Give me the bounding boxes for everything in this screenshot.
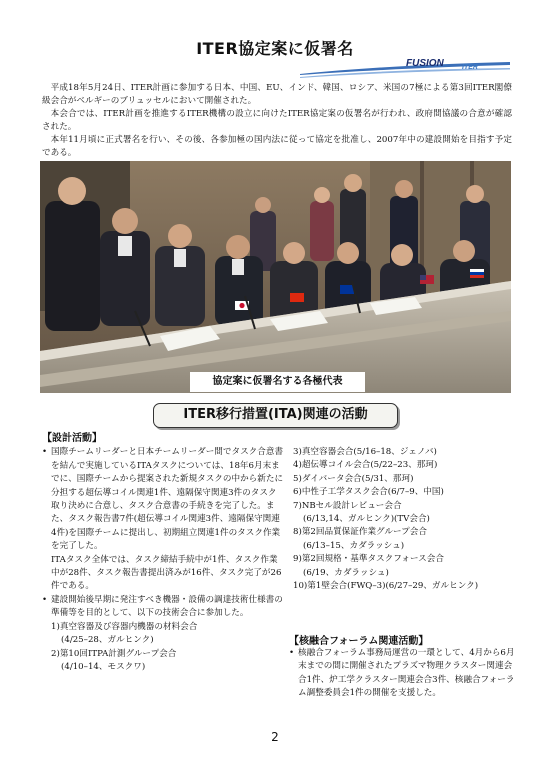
swoosh-graphic	[300, 56, 510, 78]
intro-paragraph-1: 平成18年5月24日、ITER計画に参加する日本、中国、EU、インド、韓国、ロシア、米国の7極による第3回ITER閣僚級会合がベルギーのブリュッセルにおいて開催された。	[42, 83, 512, 106]
meeting-item-detail: (6/13–15、カダラッシュ)	[303, 540, 405, 551]
design-activity-heading: 【設計活動】	[42, 433, 102, 444]
bullet-text: 建設開始後早期に発注すべき機器・設備の調達技術仕様書の準備等を目的として、以下の技術会合に参加した。	[51, 594, 283, 619]
brand-fusion-text: FUSION	[406, 58, 444, 69]
section-title: ITER移行措置(ITA)関連の活動	[153, 403, 398, 428]
intro-text	[42, 82, 512, 160]
bullet-mark: •	[42, 594, 48, 605]
meeting-item-label: 3)真空容器会合(5/16–18、ジェノバ)	[293, 447, 437, 457]
left-column	[42, 432, 284, 674]
meeting-item-detail: (4/10–14、モスクワ)	[61, 661, 146, 672]
meeting-item-label: 5)ダイバータ会合(5/31、那珂)	[293, 473, 414, 484]
bullet-mark: •	[42, 447, 48, 458]
meeting-item-label: 9)第2回規格・基準タスクフォース会合	[293, 554, 444, 565]
brand-iter-text: ITER	[462, 64, 478, 71]
list-item	[42, 594, 284, 621]
photo-caption: 協定案に仮署名する各極代表	[190, 372, 365, 392]
meeting-item-label: 10)第1壁会合(FWQ–3)(6/27–29、ガルヒンク)	[293, 581, 479, 592]
meeting-item-detail: (6/19、カダラッシュ)	[303, 567, 389, 578]
meeting-item-label: 4)超伝導コイル会合(5/22–23、那珂)	[293, 460, 438, 471]
meeting-item-label: 7)NBセル設計レビュー会合	[293, 500, 402, 511]
intro-paragraph-2: 本会合では、ITER計画を推進するITER機構の設立に向けたITER協定案の仮署名が行われ、政府間協議の合意が確認された。	[42, 109, 512, 132]
right-column	[289, 446, 515, 593]
list-item	[289, 647, 515, 701]
meeting-item-label: 6)中性子工学タスク会合(6/7–9、中国)	[293, 487, 444, 498]
bullet-text: 国際チームリーダーと日本チームリーダー間でタスク合意書を結んで実施しているITAタスクについては、18年6月末までに、国際チームから提案された新規タスクの中から新たに分担する超伝導コイル関連1件、遠隔保守関連3件のタスク取り決めに合意し、タスク合意書の手続きを完了した。また、タスク報告書7件(超伝導コイル関連3件、遠隔保守関連4件)を国際チームに提出し、初期組立関連1件のタスク作業を完了した。	[51, 447, 284, 552]
list-item	[42, 446, 284, 553]
meeting-item-detail: (4/25–28、ガルヒンク)	[61, 635, 154, 646]
page-number: 2	[271, 730, 279, 744]
meeting-item-label: 2)第10回ITPA計測グループ会合	[51, 648, 177, 659]
meeting-item-label: 8)第2回品質保証作業グループ会合	[293, 527, 427, 538]
fusion-iter-logo	[300, 56, 510, 78]
signing-photo	[40, 161, 511, 393]
signing-photo-illustration	[40, 161, 511, 393]
forum-activity-heading: 【核融合フォーラム関連活動】	[289, 636, 429, 647]
ita-summary-text: ITAタスク全体では、タスク締結手続中が1件、タスク作業中が28件、タスク報告書提出済みが16件、タスク完了が26件である。	[51, 554, 282, 592]
meeting-item-label: 1)真空容器及び容器内機器の材料会合	[51, 621, 198, 632]
page-title: ITER協定案に仮署名	[196, 39, 354, 58]
bullet-mark: •	[289, 648, 295, 658]
meeting-item-detail: (6/13,14、ガルヒンク)(TV会合)	[303, 514, 430, 525]
intro-paragraph-3: 本年11月頃に正式署名を行い、その後、各参加極の国内法に従って協定を批准し、2007年中の建設開始を目指す予定である。	[42, 135, 512, 158]
forum-body-text: 核融合フォーラム事務局運営の一環として、4月から6月末までの間に開催されたプラズマ物理クラスター関連会合1件、炉工学クラスター関連会合3件、核融合フォーラム調整委員会1件の開催を支援した。	[298, 648, 515, 699]
